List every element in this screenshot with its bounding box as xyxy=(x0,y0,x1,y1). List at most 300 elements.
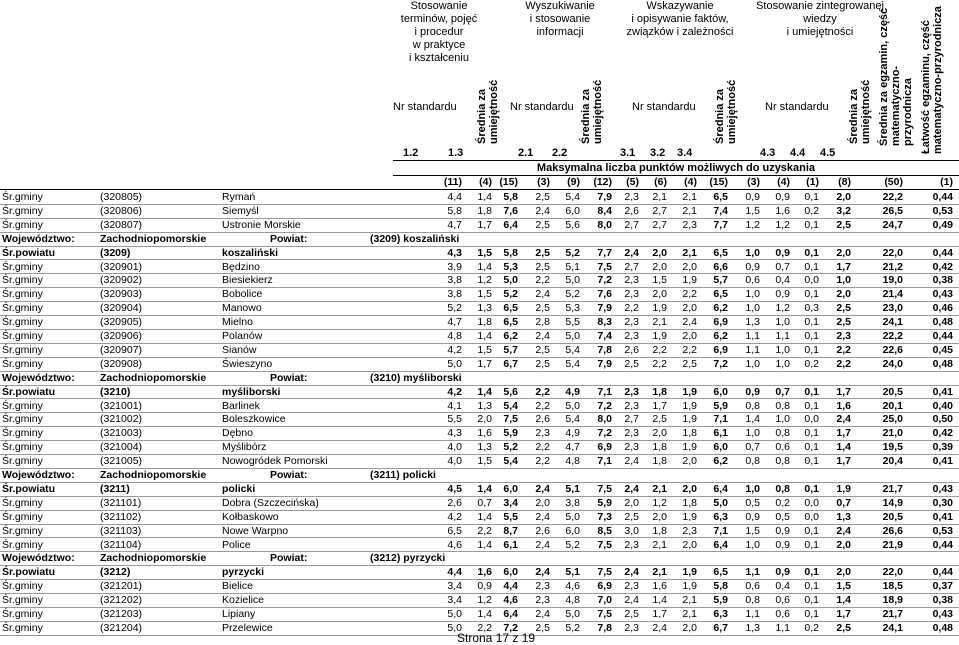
value-cell: 0,7 xyxy=(745,441,760,454)
value-cell: 3,8 xyxy=(447,288,462,301)
unit-type: Śr.gminy xyxy=(2,441,43,454)
value-cell: 20,5 xyxy=(882,385,903,398)
unit-name: koszaliński xyxy=(222,246,279,259)
value-cell: 1,0 xyxy=(745,482,760,495)
value-cell: 19,5 xyxy=(882,441,903,454)
value-cell: 0,1 xyxy=(804,594,819,607)
value-cell: 2,7 xyxy=(652,218,667,231)
value-cell: 2,4 xyxy=(652,621,667,634)
value-cell: 1,7 xyxy=(836,427,851,440)
std-code-2-2: 2.2 xyxy=(552,147,568,159)
wojewodztwo-name: Zachodniopomorskie xyxy=(100,469,207,481)
value-cell: 0,1 xyxy=(804,218,819,231)
value-cell: 0,1 xyxy=(804,482,819,495)
unit-type: Śr.gminy xyxy=(2,427,43,440)
value-cell: 8,4 xyxy=(597,204,612,217)
value-cell: 6,0 xyxy=(565,524,580,537)
value-cell: 23,0 xyxy=(882,302,903,315)
value-cell: 2,4 xyxy=(535,608,550,620)
value-cell: 5,9 xyxy=(713,594,728,607)
value-cell: 1,3 xyxy=(477,399,492,412)
value-cell: 5,2 xyxy=(565,288,580,301)
value-cell: 0,4 xyxy=(775,274,790,287)
value-cell: 1,0 xyxy=(775,357,790,370)
unit-name: Kołbaskowo xyxy=(222,510,279,523)
unit-type: Śr.gminy xyxy=(2,399,43,412)
value-cell: 1,0 xyxy=(745,357,760,370)
value-cell: 2,3 xyxy=(624,191,639,203)
value-cell: 0,53 xyxy=(932,204,953,217)
unit-type: Śr.gminy xyxy=(2,288,43,301)
value-cell: 2,2 xyxy=(836,357,851,370)
gmina-row xyxy=(0,329,959,344)
value-cell: 2,0 xyxy=(682,621,697,634)
gmina-row xyxy=(0,440,959,455)
wojewodztwo-name: Zachodniopomorskie xyxy=(100,371,207,384)
value-cell: 2,2 xyxy=(836,343,851,356)
value-cell: 2,3 xyxy=(624,288,639,301)
value-cell: 2,0 xyxy=(652,427,667,440)
unit-name: Police xyxy=(222,538,251,551)
value-cell: 2,0 xyxy=(652,288,667,301)
value-cell: 0,0 xyxy=(804,274,819,287)
value-cell: 1,5 xyxy=(477,246,492,259)
value-cell: 2,5 xyxy=(836,316,851,329)
header-group-4: Stosowanie zintegrowanej wiedzy i umiejętności xyxy=(756,0,884,38)
value-cell: 2,2 xyxy=(682,343,697,356)
unit-name: Nowe Warpno xyxy=(222,524,289,537)
wojewodztwo-row xyxy=(0,551,959,566)
unit-type: Śr.powiatu xyxy=(2,566,56,579)
unit-type: Śr.gminy xyxy=(2,608,43,620)
value-cell: 0,2 xyxy=(775,496,790,509)
value-cell: 7,3 xyxy=(597,510,612,523)
unit-type: Śr.gminy xyxy=(2,316,43,329)
gmina-row xyxy=(0,190,959,205)
value-cell: 1,2 xyxy=(775,218,790,231)
powiat-label: Powiat: xyxy=(270,232,308,245)
value-cell: 6,0 xyxy=(503,482,518,495)
value-cell: 2,2 xyxy=(624,302,639,315)
value-cell: 7,9 xyxy=(597,302,612,315)
gmina-row xyxy=(0,260,959,275)
value-cell: 21,9 xyxy=(882,538,903,551)
powiat-row xyxy=(0,482,959,497)
unit-name: Myślibórz xyxy=(222,441,267,454)
value-cell: 7,7 xyxy=(597,246,612,259)
value-cell: 7,2 xyxy=(503,621,518,634)
value-cell: 5,8 xyxy=(503,191,518,203)
value-cell: 6,4 xyxy=(713,538,728,551)
unit-code: (320902) xyxy=(100,274,143,287)
value-cell: 3,8 xyxy=(447,274,462,287)
value-cell: 4,7 xyxy=(447,218,462,231)
gmina-row xyxy=(0,412,959,427)
value-cell: 2,1 xyxy=(682,246,697,259)
value-cell: 2,4 xyxy=(535,566,550,579)
value-cell: 2,0 xyxy=(836,191,851,203)
value-cell: 0,41 xyxy=(932,455,953,468)
value-cell: 7,5 xyxy=(597,608,612,620)
value-cell: 2,5 xyxy=(535,357,550,370)
unit-code: (321102) xyxy=(100,510,142,523)
value-cell: 0,9 xyxy=(477,580,492,593)
wojewodztwo-name: Zachodniopomorskie xyxy=(100,232,207,245)
value-cell: 1,8 xyxy=(652,455,667,468)
value-cell: 2,0 xyxy=(652,510,667,523)
value-cell: 0,46 xyxy=(932,302,953,315)
value-cell: 5,4 xyxy=(565,343,580,356)
value-cell: 2,6 xyxy=(535,524,550,537)
value-cell: 1,4 xyxy=(477,538,492,551)
unit-name: Dobra (Szczecińska) xyxy=(222,496,319,509)
value-cell: 2,4 xyxy=(682,316,697,329)
value-cell: 21,4 xyxy=(882,288,903,301)
value-cell: 5,0 xyxy=(565,608,580,620)
value-cell: 2,3 xyxy=(624,427,639,440)
std-code-3-2: 3.2 xyxy=(650,147,666,159)
value-cell: 4,8 xyxy=(447,330,462,342)
value-cell: 1,9 xyxy=(682,413,697,426)
value-cell: 2,7 xyxy=(624,413,639,426)
value-cell: 0,1 xyxy=(804,343,819,356)
value-cell: 0,44 xyxy=(932,566,953,579)
unit-type: Śr.powiatu xyxy=(2,385,56,398)
value-cell: 1,9 xyxy=(652,330,667,342)
value-cell: 2,2 xyxy=(535,455,550,468)
unit-name: Będzino xyxy=(222,260,260,273)
value-cell: 2,2 xyxy=(535,385,550,398)
value-cell: 1,9 xyxy=(682,385,697,398)
unit-name: myśliborski xyxy=(222,385,281,398)
value-cell: 5,1 xyxy=(565,566,580,579)
value-cell: 1,0 xyxy=(745,288,760,301)
value-cell: 4,3 xyxy=(447,427,462,440)
value-cell: 0,44 xyxy=(932,191,953,203)
value-cell: 2,2 xyxy=(535,441,550,454)
value-cell: 1,4 xyxy=(652,594,667,607)
value-cell: 0,44 xyxy=(932,330,953,342)
value-cell: 5,0 xyxy=(503,274,518,287)
value-cell: 2,5 xyxy=(535,343,550,356)
value-cell: 0,41 xyxy=(932,510,953,523)
value-cell: 5,4 xyxy=(565,191,580,203)
value-cell: 2,2 xyxy=(535,399,550,412)
unit-name: Siemyśl xyxy=(222,204,259,217)
value-cell: 1,0 xyxy=(745,427,760,440)
value-cell: 24,0 xyxy=(882,357,903,370)
unit-code: (3212) xyxy=(100,566,131,579)
value-cell: 4,6 xyxy=(503,594,518,607)
gmina-row xyxy=(0,510,959,525)
value-cell: 2,6 xyxy=(624,343,639,356)
value-cell: 5,9 xyxy=(503,427,518,440)
header-rule-1 xyxy=(393,160,959,161)
max-value-10: (3) xyxy=(747,176,760,188)
value-cell: 2,3 xyxy=(682,218,697,231)
value-cell: 26,6 xyxy=(882,524,903,537)
value-cell: 2,1 xyxy=(652,538,667,551)
max-values-row xyxy=(0,176,959,189)
value-cell: 4,3 xyxy=(447,246,462,259)
std-code-1-3: 1.3 xyxy=(448,147,464,159)
value-cell: 2,4 xyxy=(624,566,639,579)
value-cell: 4,2 xyxy=(447,385,462,398)
unit-code: (3209) xyxy=(100,246,131,259)
gmina-row xyxy=(0,287,959,302)
std-code-4-5: 4.5 xyxy=(820,147,836,159)
value-cell: 2,5 xyxy=(535,218,550,231)
value-cell: 6,5 xyxy=(713,566,728,579)
value-cell: 1,7 xyxy=(477,218,492,231)
value-cell: 1,7 xyxy=(836,455,851,468)
value-cell: 6,5 xyxy=(713,246,728,259)
unit-name: Polanów xyxy=(222,330,263,342)
value-cell: 1,1 xyxy=(745,343,760,356)
value-cell: 0,9 xyxy=(775,524,790,537)
value-cell: 5,0 xyxy=(565,399,580,412)
value-cell: 6,3 xyxy=(713,608,728,620)
value-cell: 0,44 xyxy=(932,246,953,259)
value-cell: 0,1 xyxy=(804,260,819,273)
unit-type: Śr.gminy xyxy=(2,330,43,342)
value-cell: 0,42 xyxy=(932,260,953,273)
unit-name: Świeszyno xyxy=(222,357,273,370)
value-cell: 1,8 xyxy=(652,441,667,454)
value-cell: 1,0 xyxy=(775,316,790,329)
value-cell: 0,1 xyxy=(804,288,819,301)
unit-type: Śr.gminy xyxy=(2,594,43,607)
value-cell: 2,3 xyxy=(624,385,639,398)
value-cell: 2,0 xyxy=(682,455,697,468)
value-cell: 6,5 xyxy=(447,524,462,537)
value-cell: 5,5 xyxy=(565,316,580,329)
value-cell: 5,8 xyxy=(713,580,728,593)
nr-standardu-2: Nr standardu xyxy=(510,101,574,113)
value-cell: 5,2 xyxy=(447,302,462,315)
value-cell: 26,5 xyxy=(882,204,903,217)
value-cell: 2,0 xyxy=(682,302,697,315)
value-cell: 0,48 xyxy=(932,621,953,634)
value-cell: 0,9 xyxy=(775,288,790,301)
value-cell: 2,0 xyxy=(624,496,639,509)
value-cell: 5,9 xyxy=(597,496,612,509)
value-cell: 4,9 xyxy=(565,427,580,440)
value-cell: 7,6 xyxy=(503,204,518,217)
wojewodztwo-label: Województwo: xyxy=(2,232,75,245)
header-group-1: Stosowanie terminów, pojęć i procedur w praktyce i kształceniu xyxy=(400,0,478,64)
unit-name: Bobolice xyxy=(222,288,263,301)
value-cell: 21,0 xyxy=(882,427,903,440)
value-cell: 2,4 xyxy=(535,538,550,551)
unit-code: (321004) xyxy=(100,441,143,454)
value-cell: 2,1 xyxy=(682,608,697,620)
max-value-8: (4) xyxy=(684,176,697,188)
gmina-row xyxy=(0,357,959,372)
unit-name: Biesiekierz xyxy=(222,274,273,287)
value-cell: 2,6 xyxy=(447,496,462,509)
value-cell: 2,7 xyxy=(652,204,667,217)
value-cell: 4,7 xyxy=(447,316,462,329)
unit-name: Kozielice xyxy=(222,594,265,607)
value-cell: 6,2 xyxy=(503,330,518,342)
unit-name: Przelewice xyxy=(222,621,273,634)
value-cell: 0,2 xyxy=(804,621,819,634)
unit-name: Bielice xyxy=(222,580,253,593)
std-code-1-2: 1.2 xyxy=(403,147,419,159)
value-cell: 18,9 xyxy=(882,594,903,607)
value-cell: 1,4 xyxy=(477,330,492,342)
value-cell: 22,6 xyxy=(882,343,903,356)
value-cell: 6,3 xyxy=(713,510,728,523)
value-cell: 1,9 xyxy=(682,274,697,287)
value-cell: 4,5 xyxy=(447,482,462,495)
value-cell: 1,2 xyxy=(477,594,492,607)
value-cell: 6,5 xyxy=(713,191,728,203)
value-cell: 2,3 xyxy=(624,441,639,454)
value-cell: 2,5 xyxy=(535,621,550,634)
value-cell: 24,7 xyxy=(882,218,903,231)
value-cell: 1,7 xyxy=(836,385,851,398)
value-cell: 1,0 xyxy=(745,246,760,259)
value-cell: 1,2 xyxy=(775,302,790,315)
value-cell: 0,8 xyxy=(745,455,760,468)
value-cell: 5,0 xyxy=(447,608,462,620)
value-cell: 2,0 xyxy=(682,260,697,273)
value-cell: 2,4 xyxy=(836,413,851,426)
unit-code: (320904) xyxy=(100,302,143,315)
value-cell: 7,4 xyxy=(597,330,612,342)
unit-code: (320908) xyxy=(100,357,143,370)
wojewodztwo-row xyxy=(0,232,959,247)
value-cell: 1,0 xyxy=(745,538,760,551)
value-cell: 0,8 xyxy=(775,399,790,412)
value-cell: 0,7 xyxy=(775,385,790,398)
value-cell: 3,4 xyxy=(447,580,462,593)
value-cell: 5,0 xyxy=(565,510,580,523)
value-cell: 2,0 xyxy=(682,330,697,342)
unit-code: (321203) xyxy=(100,608,143,620)
powiat-row xyxy=(0,565,959,580)
max-value-14: (50) xyxy=(884,176,903,188)
gmina-row xyxy=(0,524,959,539)
value-cell: 1,5 xyxy=(836,580,851,593)
value-cell: 5,4 xyxy=(503,399,518,412)
value-cell: 6,0 xyxy=(713,441,728,454)
value-cell: 2,2 xyxy=(477,524,492,537)
gmina-row xyxy=(0,426,959,441)
value-cell: 4,4 xyxy=(447,566,462,579)
value-cell: 0,9 xyxy=(745,260,760,273)
value-cell: 1,0 xyxy=(775,343,790,356)
value-cell: 1,4 xyxy=(477,510,492,523)
value-cell: 2,1 xyxy=(682,191,697,203)
value-cell: 1,4 xyxy=(477,191,492,203)
value-cell: 2,1 xyxy=(652,316,667,329)
value-cell: 5,8 xyxy=(503,246,518,259)
unit-type: Śr.gminy xyxy=(2,204,43,217)
value-cell: 1,4 xyxy=(477,260,492,273)
value-cell: 7,1 xyxy=(713,524,728,537)
value-cell: 18,5 xyxy=(882,580,903,593)
srednia-umiejetnosc-2: Średnia za umiejętność xyxy=(580,79,604,144)
value-cell: 0,4 xyxy=(775,580,790,593)
value-cell: 7,2 xyxy=(597,399,612,412)
header-group-2: Wyszukiwanie i stosowanie informacji xyxy=(525,0,595,38)
value-cell: 1,5 xyxy=(477,343,492,356)
value-cell: 0,1 xyxy=(804,524,819,537)
value-cell: 7,1 xyxy=(713,413,728,426)
value-cell: 0,7 xyxy=(477,496,492,509)
value-cell: 0,0 xyxy=(804,496,819,509)
value-cell: 5,5 xyxy=(447,413,462,426)
value-cell: 5,9 xyxy=(713,399,728,412)
std-code-4-4: 4.4 xyxy=(790,147,806,159)
gmina-row xyxy=(0,454,959,469)
value-cell: 6,1 xyxy=(503,538,518,551)
value-cell: 1,9 xyxy=(682,441,697,454)
value-cell: 0,53 xyxy=(932,524,953,537)
unit-name: Manowo xyxy=(222,302,262,315)
value-cell: 7,9 xyxy=(597,357,612,370)
value-cell: 0,1 xyxy=(804,316,819,329)
unit-type: Śr.gminy xyxy=(2,455,43,468)
value-cell: 1,9 xyxy=(682,510,697,523)
unit-name: Rymań xyxy=(222,191,256,203)
gmina-row xyxy=(0,593,959,608)
max-value-6: (5) xyxy=(626,176,639,188)
unit-code: (321101) xyxy=(100,496,142,509)
value-cell: 6,7 xyxy=(713,621,728,634)
value-cell: 1,9 xyxy=(836,482,851,495)
value-cell: 3,8 xyxy=(565,496,580,509)
value-cell: 0,1 xyxy=(804,608,819,620)
value-cell: 0,43 xyxy=(932,288,953,301)
value-cell: 2,0 xyxy=(836,566,851,579)
powiat-label: Powiat: xyxy=(270,371,308,384)
value-cell: 7,9 xyxy=(597,191,612,203)
value-cell: 1,0 xyxy=(775,413,790,426)
value-cell: 19,0 xyxy=(882,274,903,287)
value-cell: 0,6 xyxy=(775,608,790,620)
max-value-3: (3) xyxy=(537,176,550,188)
value-cell: 4,6 xyxy=(565,580,580,593)
value-cell: 1,4 xyxy=(836,441,851,454)
value-cell: 1,4 xyxy=(745,413,760,426)
value-cell: 0,49 xyxy=(932,218,953,231)
value-cell: 0,8 xyxy=(775,427,790,440)
value-cell: 5,7 xyxy=(503,343,518,356)
value-cell: 0,1 xyxy=(804,385,819,398)
value-cell: 0,1 xyxy=(804,455,819,468)
gmina-row xyxy=(0,607,959,622)
value-cell: 0,1 xyxy=(804,246,819,259)
value-cell: 0,5 xyxy=(775,510,790,523)
value-cell: 2,3 xyxy=(682,524,697,537)
value-cell: 2,5 xyxy=(535,246,550,259)
value-cell: 1,5 xyxy=(477,455,492,468)
value-cell: 1,7 xyxy=(836,608,851,620)
gmina-row xyxy=(0,399,959,414)
value-cell: 2,5 xyxy=(535,191,550,203)
value-cell: 2,2 xyxy=(535,274,550,287)
unit-type: Śr.gminy xyxy=(2,343,43,356)
powiat-row xyxy=(0,385,959,400)
value-cell: 0,8 xyxy=(745,594,760,607)
value-cell: 7,5 xyxy=(597,566,612,579)
wojewodztwo-label: Województwo: xyxy=(2,552,75,565)
value-cell: 0,38 xyxy=(932,594,953,607)
